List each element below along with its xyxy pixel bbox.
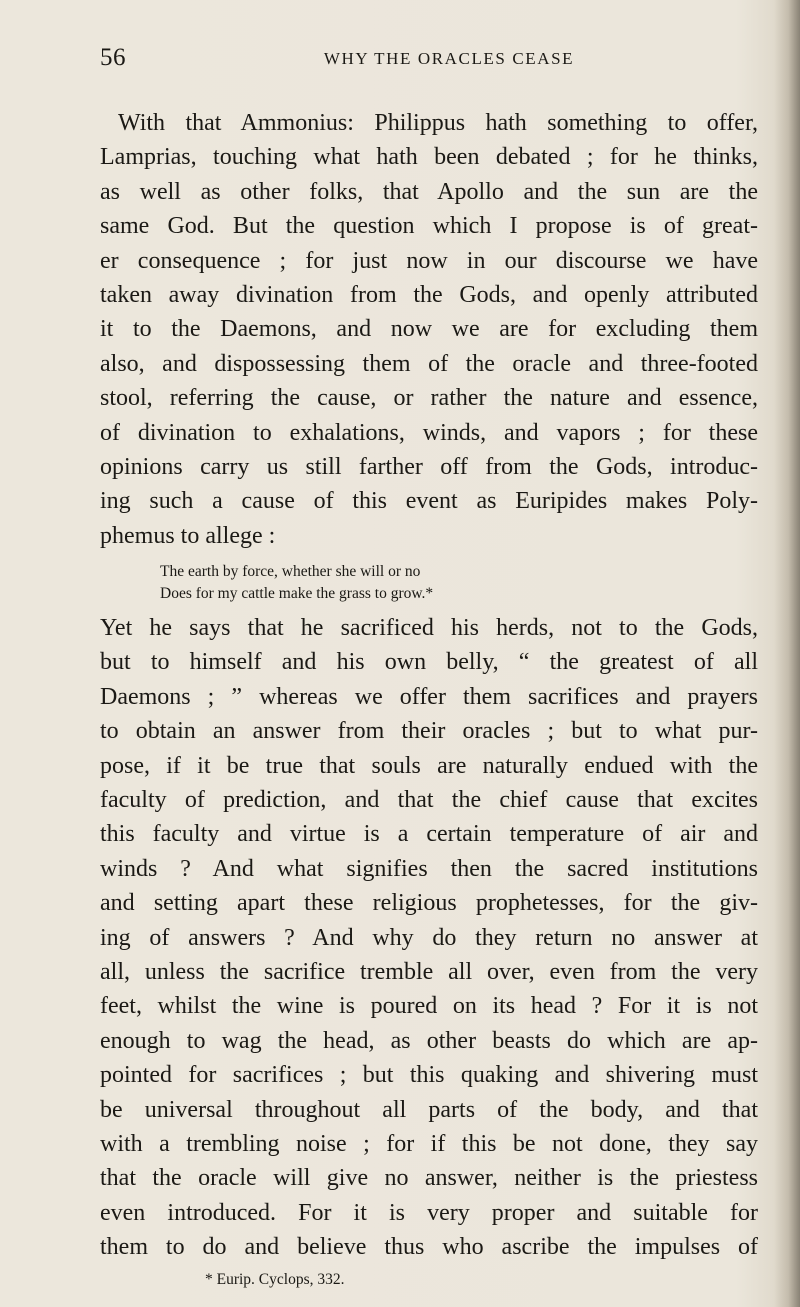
text-line: enough to wag the head, as other beasts do which are ap- xyxy=(100,1027,758,1054)
text-line: all, unless the sacrifice tremble all over, even from the very xyxy=(100,958,758,985)
text-line: that the oracle will give no answer, neither is the priestess xyxy=(100,1165,758,1192)
text-line: as well as other folks, that Apollo and the sun are the xyxy=(100,178,758,205)
text-line: pointed for sacrifices ; but this quaking and shivering must xyxy=(100,1062,758,1089)
verse-quotation xyxy=(100,561,758,605)
running-title: WHY THE ORACLES CEASE xyxy=(323,49,575,68)
text-line: feet, whilst the wine is poured on its head ? For it is not xyxy=(100,993,758,1020)
text-line: phemus to allege : xyxy=(100,522,276,549)
text-line: this faculty and virtue is a certain temperature of air and xyxy=(100,821,758,848)
text-line: it to the Daemons, and now we are for excluding them xyxy=(100,316,758,343)
text-line: Yet he says that he sacrificed his herds, not to the Gods, xyxy=(100,615,758,642)
text-line: of divination to exhalations, winds, and vapors ; for these xyxy=(100,419,758,446)
text-line: them to do and believe thus who ascribe the impulses of xyxy=(100,1234,758,1261)
text-line: ing such a cause of this event as Euripides makes Poly- xyxy=(100,488,758,515)
text-line: be universal throughout all parts of the body, and that xyxy=(100,1096,758,1123)
quote-line: The earth by force, whether she will or no xyxy=(160,563,421,581)
page-edge-shadow xyxy=(774,0,800,1307)
text-line: same God. But the question which I propose is of great- xyxy=(100,213,758,240)
paragraph-2 xyxy=(100,611,758,1264)
paragraph-1 xyxy=(100,106,758,553)
text-line: stool, referring the cause, or rather the nature and essence, xyxy=(100,385,758,412)
text-line: faculty of prediction, and that the chief cause that excites xyxy=(100,787,758,814)
text-line: even introduced. For it is very proper and suitable for xyxy=(100,1199,758,1226)
text-line: er consequence ; for just now in our discourse we have xyxy=(100,247,758,274)
running-head xyxy=(100,44,758,78)
text-line: but to himself and his own belly, “ the greatest of all xyxy=(100,649,758,676)
text-line: and setting apart these religious prophetesses, for the giv- xyxy=(100,890,758,917)
body-text xyxy=(100,106,758,1291)
text-line: Daemons ; ” whereas we offer them sacrifices and prayers xyxy=(100,683,758,710)
page-number: 56 xyxy=(100,44,126,71)
text-line: taken away divination from the Gods, and openly attributed xyxy=(100,281,758,308)
text-line: also, and dispossessing them of the oracle and three-footed xyxy=(100,350,758,377)
text-line: winds ? And what signifies then the sacred institutions xyxy=(100,855,758,882)
text-line: pose, if it be true that souls are naturally endued with the xyxy=(100,752,758,779)
text-line: with a trembling noise ; for if this be not done, they say xyxy=(100,1130,758,1157)
text-line: With that Ammonius: Philippus hath something to offer, xyxy=(118,110,758,136)
footnote: * Eurip. Cyclops, 332. xyxy=(205,1270,345,1288)
text-line: Lamprias, touching what hath been debated ; for he thinks, xyxy=(100,144,758,171)
text-line: opinions carry us still farther off from the Gods, introduc- xyxy=(100,453,758,480)
quote-line: Does for my cattle make the grass to grow.* xyxy=(160,585,434,603)
text-line: to obtain an answer from their oracles ; but to what pur- xyxy=(100,718,758,745)
text-line: ing of answers ? And why do they return no answer at xyxy=(100,924,758,951)
